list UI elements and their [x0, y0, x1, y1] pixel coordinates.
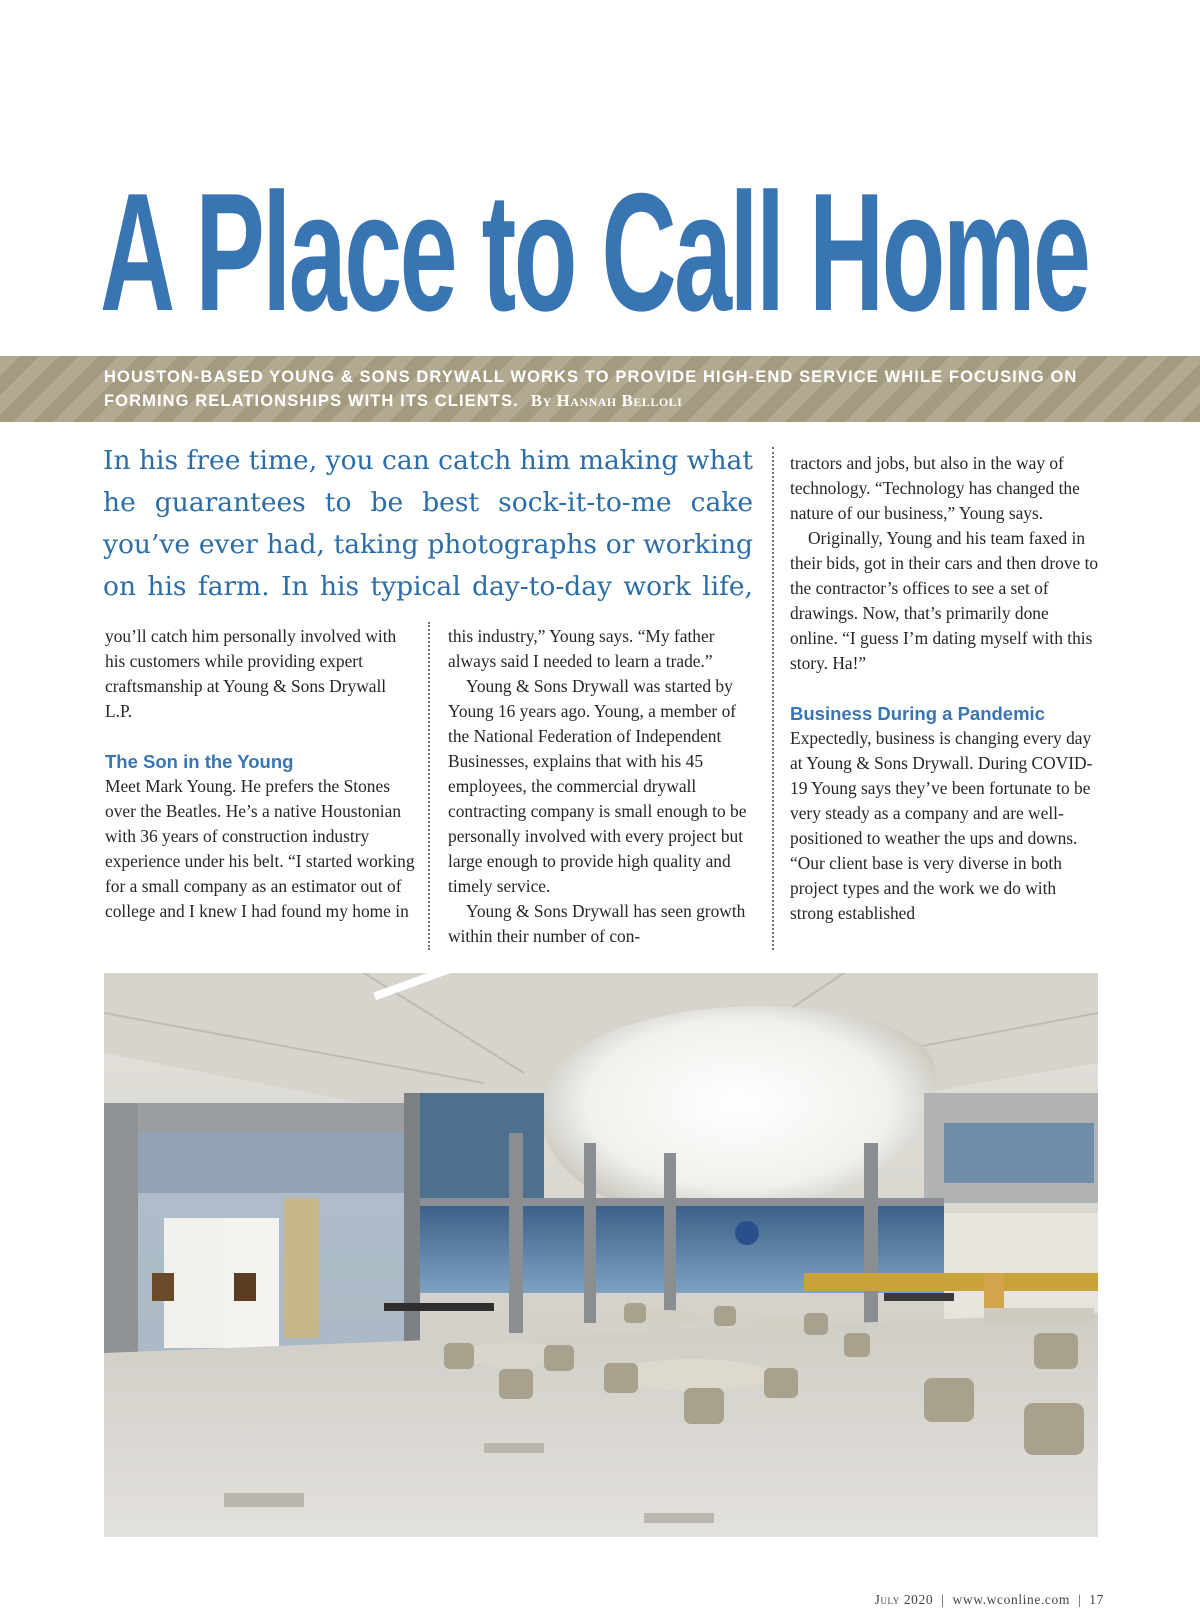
- lead-paragraph: In his free time, you can catch him making what he guarantees to be best sock-it-to-me cake you’ve ever had, taking photographs or working on his farm. In his typical day-to-day work life,: [103, 445, 753, 602]
- body-paragraph: Young & Sons Drywall has seen growth within their number of con-: [448, 901, 746, 946]
- body-paragraph: tractors and jobs, but also in the way of technology. “Technology has changed the nature of our business,” Young says.: [790, 453, 1080, 523]
- footer-separator: |: [941, 1592, 945, 1607]
- deck-band: [0, 356, 1200, 422]
- issue-date: July 2020: [874, 1592, 934, 1607]
- article-title: A Place to Call Home: [100, 158, 1089, 346]
- body-paragraph: you’ll catch him personally involved with his customers while providing expert craftsmanship at Young & Sons Drywall L.P.: [105, 626, 397, 721]
- body-paragraph: this industry,” Young says. “My father always said I needed to learn a trade.”: [448, 626, 715, 671]
- page-number: 17: [1089, 1592, 1104, 1607]
- footer-separator: |: [1077, 1592, 1082, 1607]
- cafeteria-illustration: [104, 973, 1098, 1537]
- page-footer: [820, 1592, 1104, 1608]
- body-paragraph: Expectedly, business is changing every day at Young & Sons Drywall. During COVID-19 Young says they’ve been fortunate to be very steady as a company and are well-positioned to weather the ups and downs. “Our client base is very diverse in both project types and the work we do with strong established: [790, 728, 1093, 923]
- deck-summary: HOUSTON-BASED YOUNG & SONS DRYWALL WORKS TO PROVIDE HIGH-END SERVICE WHILE FOCUSING ON FORMING RELATIONSHIPS WITH ITS CLIENTS.: [104, 368, 1078, 410]
- column-1: [105, 624, 415, 924]
- column-divider: [772, 447, 774, 950]
- website-url: www.wconline.com: [952, 1592, 1070, 1607]
- body-paragraph: Young & Sons Drywall was started by Young 16 years ago. Young, a member of the National Federation of Independent Businesses, explains that with his 45 employees, the commercial drywall contracting company is small enough to be personally involved with every project but large enough to provide high quality and timely service.: [448, 676, 747, 896]
- column-3: [790, 451, 1100, 926]
- body-paragraph: Meet Mark Young. He prefers the Stones over the Beatles. He’s a native Houstonian with 36 years of construction industry experience under his belt. “I started working for a small company as an estimator out of college and I knew I had found my home in: [105, 776, 415, 921]
- subhead: Business During a Pandemic: [790, 703, 1045, 724]
- cafeteria-photo: [104, 973, 1098, 1537]
- subhead: The Son in the Young: [105, 751, 294, 772]
- byline: By Hannah Belloli: [530, 391, 683, 410]
- deck-text: [104, 365, 1104, 413]
- column-divider: [428, 622, 430, 950]
- column-2: [448, 624, 753, 949]
- body-paragraph: Originally, Young and his team faxed in their bids, got in their cars and then drove to the contractor’s offices to see a set of drawings. Now, that’s primarily done online. “I guess I’m dating myself with this story. Ha!”: [790, 528, 1099, 673]
